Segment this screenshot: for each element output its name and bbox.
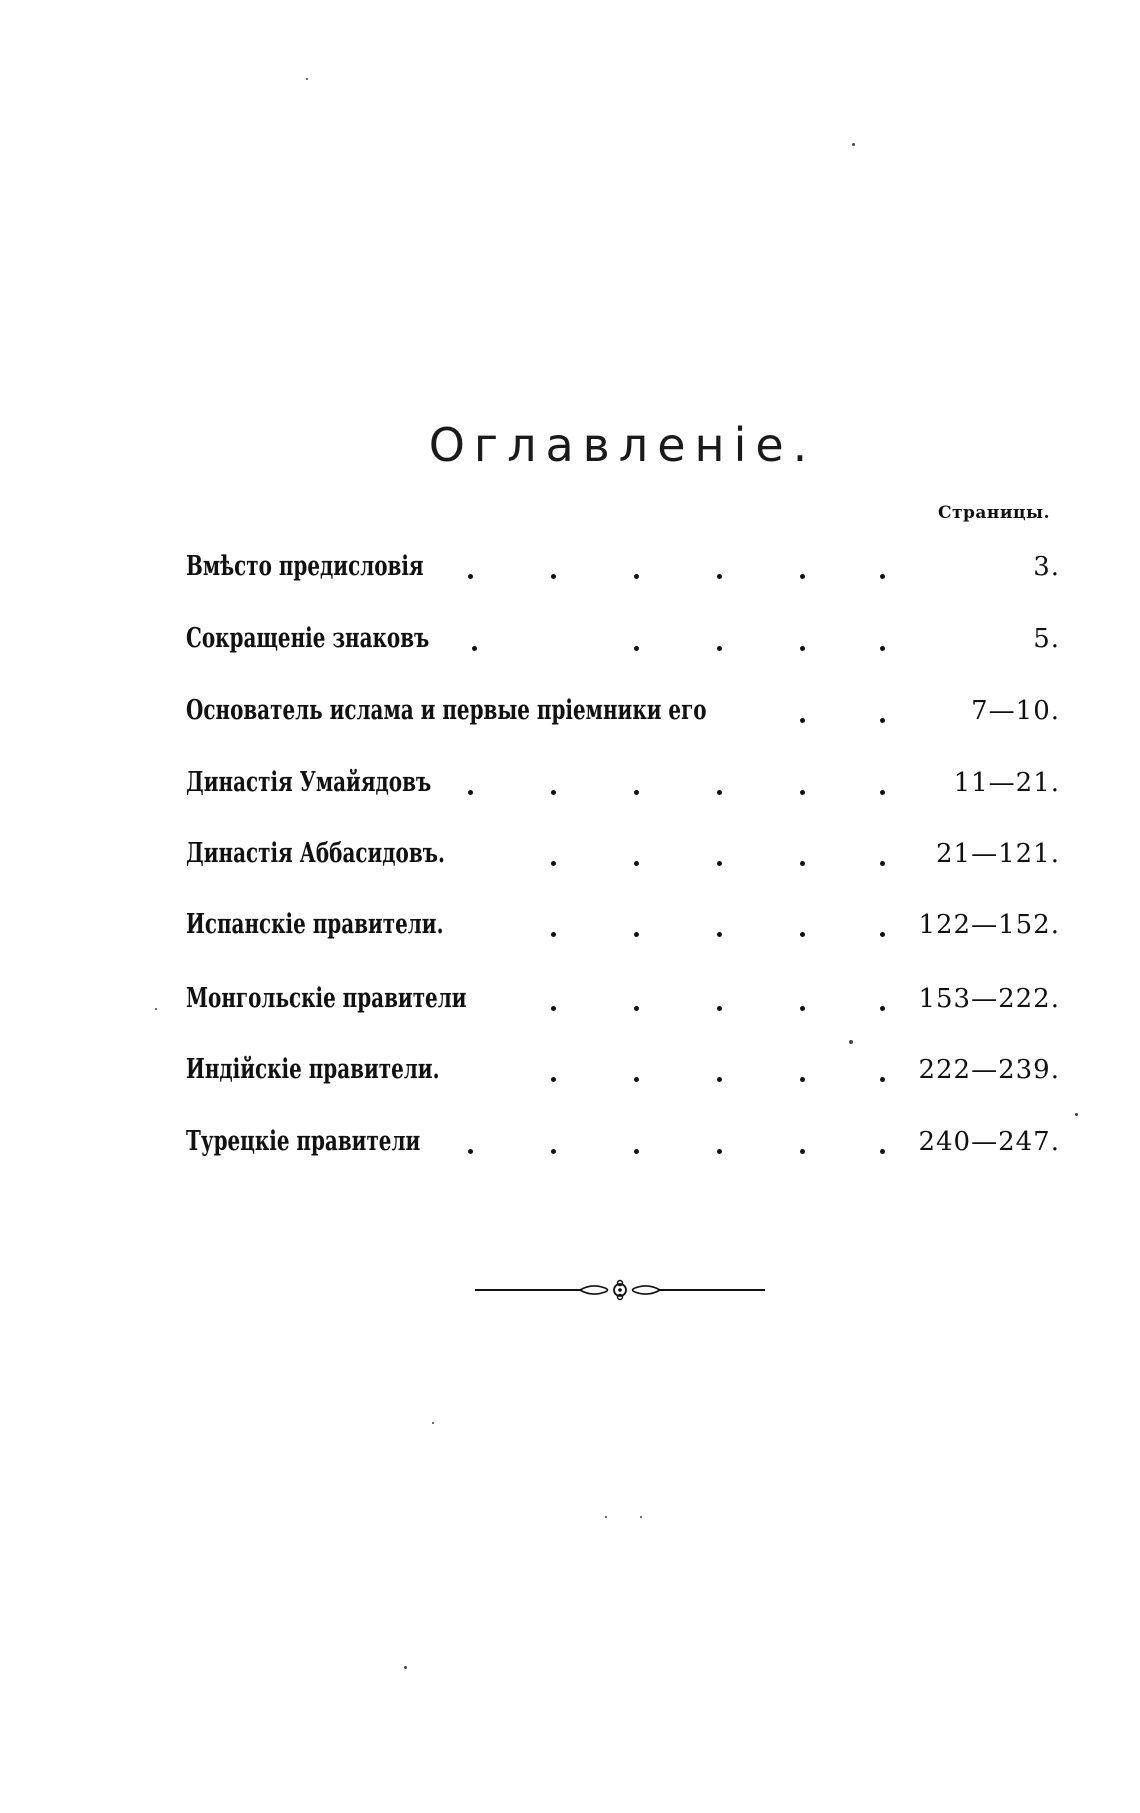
toc-entry-label: Сокращеніе знаковъ: [186, 623, 430, 654]
leader-dot: [634, 790, 639, 795]
leader-dot: [717, 932, 722, 937]
divider-ornament-icon: [470, 1278, 770, 1302]
toc-entry-pages: 153—222.: [918, 984, 1060, 1014]
leader-dot: [468, 574, 473, 579]
leader-dot: [551, 1149, 556, 1154]
leader-dot: [551, 1077, 556, 1082]
leader-dot: [880, 861, 885, 866]
leader-dot: [634, 1149, 639, 1154]
toc-entry-pages: 3.: [1033, 552, 1060, 582]
leader-dot: [472, 646, 477, 651]
toc-entry-label: Индійскіе правители.: [186, 1054, 440, 1085]
leader-dot: [880, 932, 885, 937]
leader-dot: [717, 574, 722, 579]
leader-dot: [634, 932, 639, 937]
scan-speck: [306, 78, 308, 80]
leader-dot: [880, 790, 885, 795]
toc-entry-pages: 122—152.: [918, 910, 1060, 940]
toc-entry: [0, 761, 1140, 805]
leader-dot: [717, 1006, 722, 1011]
leader-dot: [551, 790, 556, 795]
toc-entry-pages: 11—21.: [953, 768, 1060, 798]
toc-entry-label: Династія Умайядовъ: [186, 767, 432, 798]
leader-dot: [634, 861, 639, 866]
leader-dot: [717, 646, 722, 651]
toc-entry-label: Династія Аббасидовъ.: [186, 838, 445, 869]
toc-entry-pages: 240—247.: [918, 1127, 1060, 1157]
leader-dot: [880, 718, 885, 723]
leader-dot: [800, 1077, 805, 1082]
leader-dot: [717, 861, 722, 866]
toc-entry-label: Вмѣсто предисловія: [186, 551, 424, 582]
leader-dot: [800, 1149, 805, 1154]
toc-entry-label: Испанскіе правители.: [186, 909, 444, 940]
scan-speck: [432, 1422, 434, 1424]
scan-speck: [1075, 1113, 1078, 1116]
toc-entry: [0, 832, 1140, 876]
leader-dot: [800, 861, 805, 866]
toc-entry-label: Монгольскіе правители: [186, 983, 467, 1014]
toc-entry-pages: 5.: [1033, 624, 1060, 654]
toc-entry: [0, 1120, 1140, 1164]
leader-dot: [634, 1006, 639, 1011]
leader-dot: [634, 1077, 639, 1082]
pages-column-header: Страницы.: [937, 503, 1050, 523]
scan-speck: [404, 1666, 407, 1669]
leader-dot: [717, 790, 722, 795]
toc-entry-label: Основатель ислама и первые пріемники его: [186, 695, 707, 726]
leader-dot: [800, 932, 805, 937]
leader-dot: [717, 1149, 722, 1154]
leader-dot: [800, 718, 805, 723]
leader-dot: [634, 646, 639, 651]
leader-dot: [800, 574, 805, 579]
leader-dot: [880, 1149, 885, 1154]
leader-dot: [800, 1006, 805, 1011]
leader-dot: [880, 574, 885, 579]
leader-dot: [551, 1006, 556, 1011]
leader-dot: [634, 574, 639, 579]
leader-dot: [880, 646, 885, 651]
toc-entry-pages: 21—121.: [936, 839, 1060, 869]
scan-speck: [155, 1008, 157, 1010]
leader-dot: [468, 790, 473, 795]
leader-dot: [880, 1077, 885, 1082]
toc-entry-label: Турецкіе правители: [186, 1126, 421, 1157]
leader-dot: [880, 1006, 885, 1011]
toc-entry: [0, 545, 1140, 589]
scan-speck: [640, 1516, 642, 1518]
toc-entry-pages: 222—239.: [918, 1055, 1060, 1085]
leader-dot: [551, 932, 556, 937]
leader-dot: [800, 790, 805, 795]
scan-speck: [852, 143, 855, 146]
scan-speck: [605, 1516, 607, 1518]
scan-speck: [849, 1040, 853, 1044]
toc-entry: [0, 1048, 1140, 1092]
leader-dot: [800, 646, 805, 651]
toc-entry: [0, 977, 1140, 1021]
toc-entry: [0, 903, 1140, 947]
leader-dot: [717, 1077, 722, 1082]
page-title: Оглавлeнie.: [428, 418, 817, 472]
leader-dot: [468, 1149, 473, 1154]
toc-entry-pages: 7—10.: [971, 696, 1060, 726]
leader-dot: [551, 861, 556, 866]
toc-entry: [0, 689, 1140, 733]
leader-dot: [551, 574, 556, 579]
toc-entry: [0, 617, 1140, 661]
